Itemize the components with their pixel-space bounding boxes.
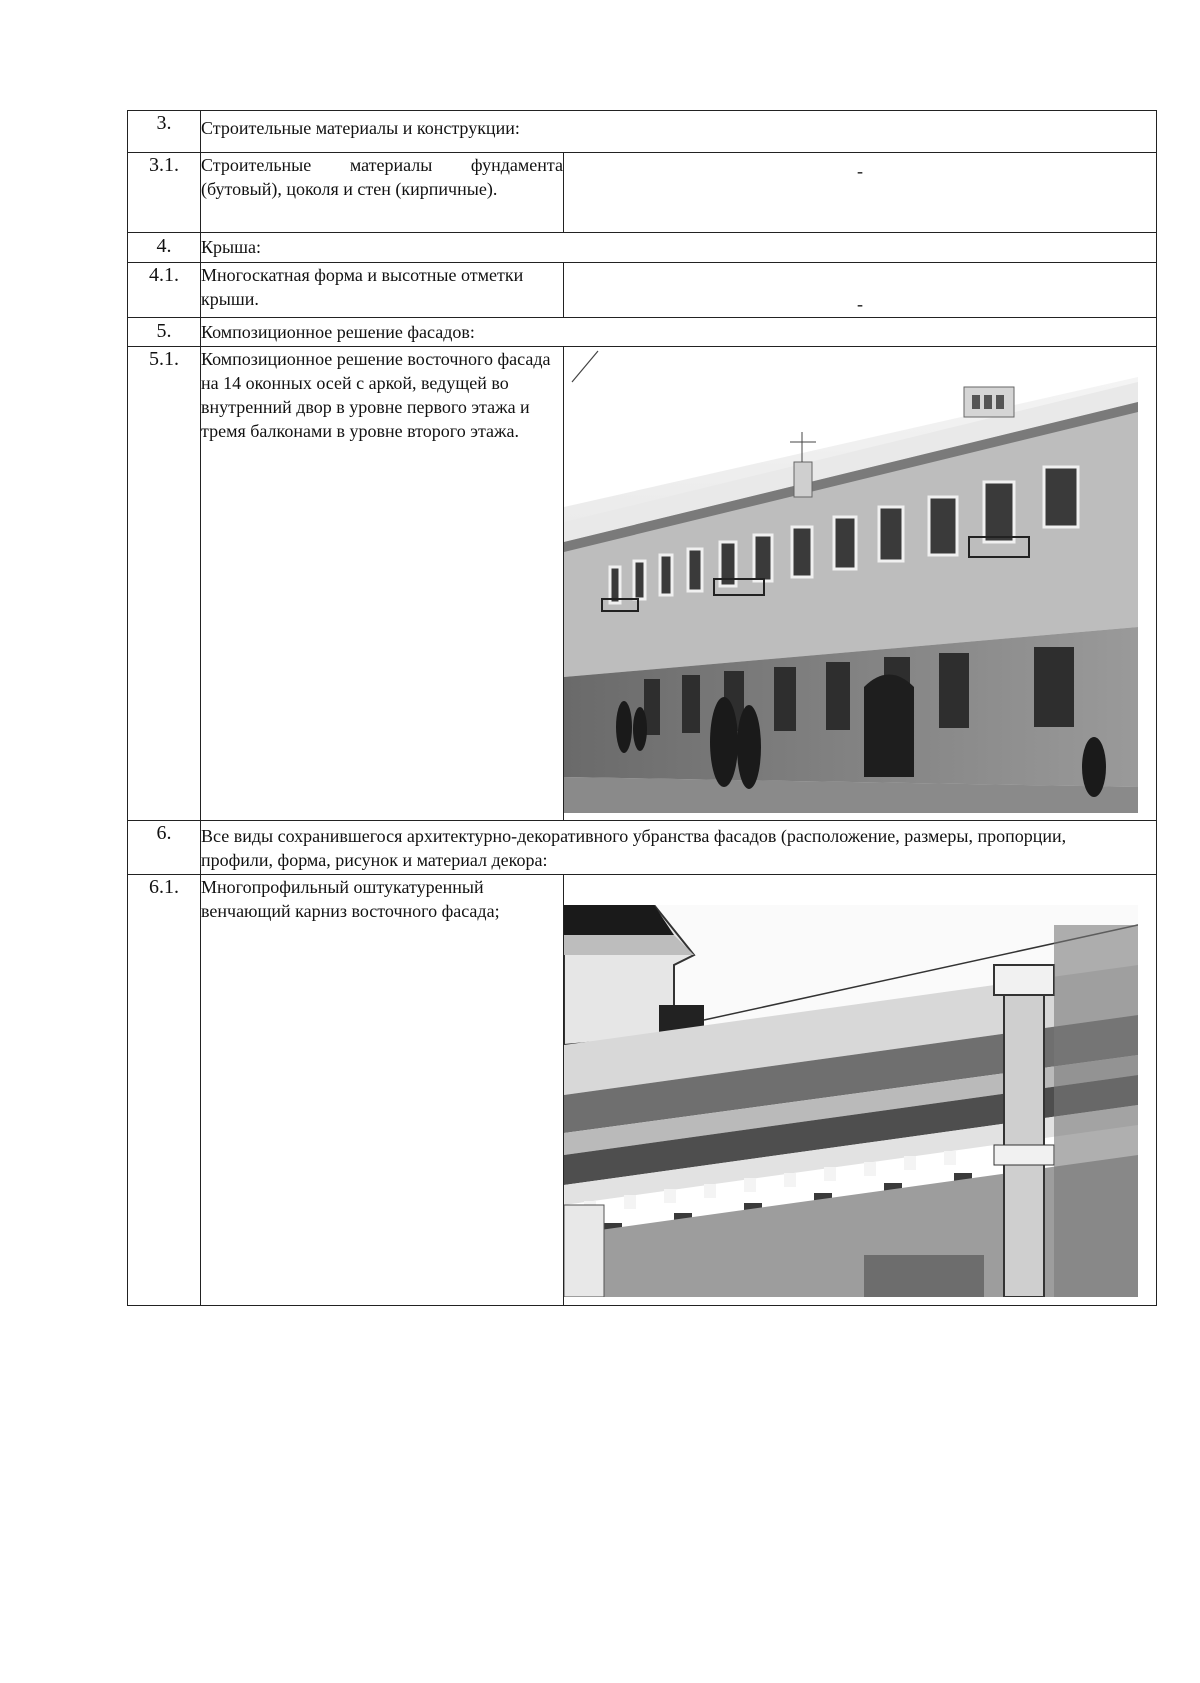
table-row (128, 347, 1157, 821)
row-number: 4. (128, 233, 201, 263)
item-description: Строительные материалы фундамента (бутовый), цоколя и стен (кирпичные). (201, 153, 564, 233)
item-value: - (564, 153, 1157, 233)
item-value: - (564, 263, 1157, 318)
row-number: 6. (128, 821, 201, 875)
item-description: Многоскатная форма и высотные отметки крыши. (201, 263, 564, 318)
cornice-photo (564, 905, 1138, 1297)
cornice-photo-cell (564, 875, 1157, 1306)
item-description: Композиционное решение восточного фасада на 14 оконных осей с аркой, ведущей во внутренний двор в уровне первого этажа и тремя балконами в уровне второго этажа. (201, 347, 564, 821)
section-heading: Строительные материалы и конструкции: (201, 111, 1157, 153)
table-row (128, 153, 1157, 233)
heritage-elements-table (127, 110, 1157, 1306)
row-number: 5.1. (128, 347, 201, 821)
row-number: 3.1. (128, 153, 201, 233)
item-description: Многопрофильный оштукатуренный венчающий карниз восточного фасада; (201, 875, 564, 1306)
section-heading: Композиционное решение фасадов: (201, 318, 1157, 347)
row-number: 6.1. (128, 875, 201, 1306)
table-row (128, 263, 1157, 318)
table-row (128, 318, 1157, 347)
table-row (128, 233, 1157, 263)
row-number: 5. (128, 318, 201, 347)
section-heading: Крыша: (201, 233, 1157, 263)
row-number: 4.1. (128, 263, 201, 318)
table-row (128, 875, 1157, 1306)
facade-photo-cell (564, 347, 1157, 821)
table-row (128, 111, 1157, 153)
table-row (128, 821, 1157, 875)
row-number: 3. (128, 111, 201, 153)
east-facade-photo (564, 347, 1138, 813)
section-heading: Все виды сохранившегося архитектурно-декоративного убранства фасадов (расположение, размеры, пропорции, профили, форма, рисунок и материал декора: (201, 821, 1157, 875)
